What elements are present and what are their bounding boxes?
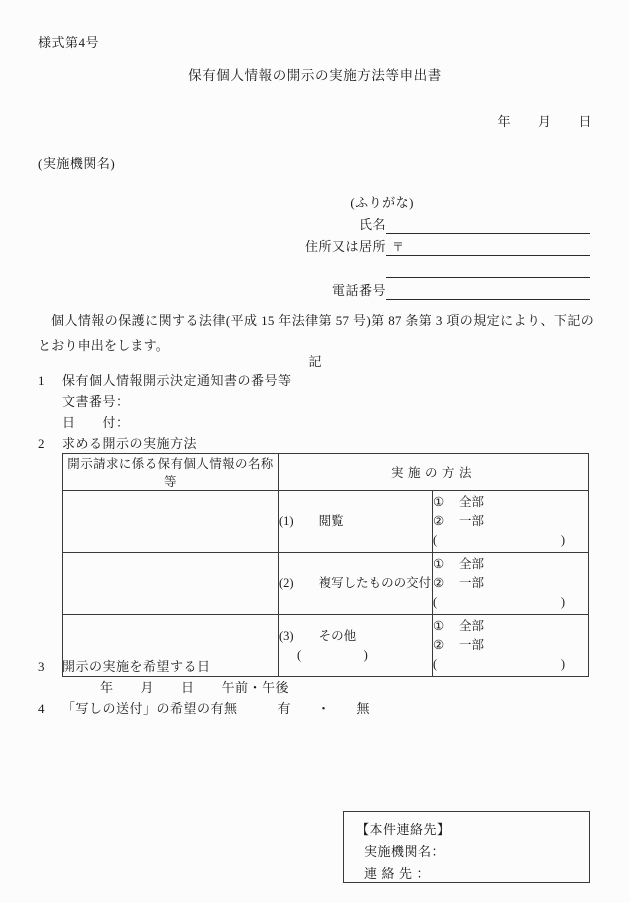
paren-close-3: ) <box>560 657 565 671</box>
item-2-number: 2 <box>38 436 45 451</box>
form-number: 様式第4号 <box>38 35 100 50</box>
option-partial-3[interactable] <box>433 636 588 655</box>
address-continuation-row <box>246 256 590 278</box>
header-method: 実施の方法 <box>279 454 589 491</box>
contact-box-title: 【本件連絡先】 <box>356 822 451 837</box>
item-4-separator: ・ <box>317 701 331 716</box>
method-label-2: (2) 複写したものの交付 <box>279 576 432 590</box>
disclosure-method-table <box>62 453 589 677</box>
method-label-3: (3) その他 <box>279 628 357 643</box>
address-input[interactable] <box>386 238 590 256</box>
item-2-label: 求める開示の実施方法 <box>62 436 198 451</box>
option-partial-1[interactable] <box>433 512 588 531</box>
options-cell-2 <box>433 553 589 615</box>
circled-one-icon: ① <box>433 619 445 633</box>
phone-input[interactable] <box>386 282 590 300</box>
option-free-2[interactable] <box>433 593 565 612</box>
option-full-label-1: 全部 <box>459 495 485 509</box>
paren-open-1: ( <box>433 533 438 547</box>
option-partial-label-3: 一部 <box>459 638 485 652</box>
organization-name-label: (実施機関名) <box>38 156 116 171</box>
name-field-row <box>246 212 590 234</box>
furigana-label: (ふりがな) <box>350 195 414 210</box>
contact-box <box>343 811 590 883</box>
item-1 <box>38 370 292 389</box>
circled-one-icon: ① <box>433 557 445 571</box>
table-header-row <box>63 454 589 491</box>
table-row <box>63 553 589 615</box>
item-4-yes[interactable]: 有 <box>277 701 292 716</box>
postal-mark-icon: 〒 <box>392 240 405 254</box>
circled-two-icon: ② <box>433 576 445 590</box>
option-partial-label-1: 一部 <box>459 514 485 528</box>
option-full-label-2: 全部 <box>459 557 485 571</box>
paren-close-1: ) <box>560 533 565 547</box>
item-4-label: 「写しの送付」の希望の有無 <box>62 701 238 716</box>
contact-detail-label: 連絡先： <box>364 866 435 881</box>
phone-label: 電話番号 <box>331 283 386 298</box>
item-3-date-line[interactable]: 年 月 日 午前・午後 <box>100 680 290 695</box>
method-cell-3 <box>279 615 433 677</box>
address-continuation-input[interactable] <box>386 260 590 278</box>
method-label-1: (1) 閲覧 <box>279 514 344 528</box>
item-3-label: 開示の実施を希望する日 <box>62 659 211 674</box>
method-cell-1 <box>279 491 433 553</box>
circled-one-icon: ① <box>433 495 445 509</box>
address-field-row <box>246 234 590 256</box>
option-partial-label-2: 一部 <box>459 576 485 590</box>
item-4 <box>38 698 370 717</box>
circled-two-icon: ② <box>433 638 445 652</box>
item-3-number: 3 <box>38 659 45 674</box>
option-partial-2[interactable] <box>433 574 588 593</box>
submission-date-line: 年 月 日 <box>497 114 592 129</box>
circled-two-icon: ② <box>433 514 445 528</box>
option-full-3[interactable] <box>433 617 588 636</box>
method-cell-2 <box>279 553 433 615</box>
paren-open-2: ( <box>433 595 438 609</box>
address-label: 住所又は居所 <box>304 239 386 254</box>
item-2 <box>38 433 197 452</box>
table-row <box>63 491 589 553</box>
options-cell-1 <box>433 491 589 553</box>
item-1-number: 1 <box>38 373 45 388</box>
item-1-label: 保有個人情報開示決定通知書の番号等 <box>62 373 292 388</box>
legal-statement: 個人情報の保護に関する法律(平成 15 年法律第 57 号)第 87 条第 3 項の規定により、下記のとおり申出をします。 <box>38 313 594 353</box>
header-info-name: 開示請求に係る保有個人情報の名称等 <box>63 454 279 491</box>
page-title: 保有個人情報の開示の実施方法等申出書 <box>188 68 442 83</box>
option-full-label-3: 全部 <box>459 619 485 633</box>
item-1-date: 日 付： <box>62 415 130 430</box>
info-name-cell-2[interactable] <box>63 553 279 615</box>
paren-close-2: ) <box>560 595 565 609</box>
option-full-1[interactable] <box>433 493 588 512</box>
option-free-1[interactable] <box>433 531 565 550</box>
contact-detail-line <box>356 863 589 885</box>
option-full-2[interactable] <box>433 555 588 574</box>
method-other-input-3[interactable]: ( ) <box>297 647 368 662</box>
paren-open-3: ( <box>433 657 438 671</box>
item-1-document-number: 文書番号： <box>62 394 130 409</box>
option-free-3[interactable] <box>433 655 565 674</box>
info-name-cell-1[interactable] <box>63 491 279 553</box>
name-label: 氏名 <box>358 217 386 232</box>
item-4-no[interactable]: 無 <box>356 701 371 716</box>
item-4-number: 4 <box>38 701 45 716</box>
options-cell-3 <box>433 615 589 677</box>
name-input[interactable] <box>386 216 590 234</box>
contact-org-label: 実施機関名： <box>364 844 446 859</box>
phone-field-row <box>246 278 590 300</box>
ki-marker: 記 <box>308 354 322 369</box>
contact-org-line <box>356 841 589 863</box>
item-3 <box>38 656 211 675</box>
